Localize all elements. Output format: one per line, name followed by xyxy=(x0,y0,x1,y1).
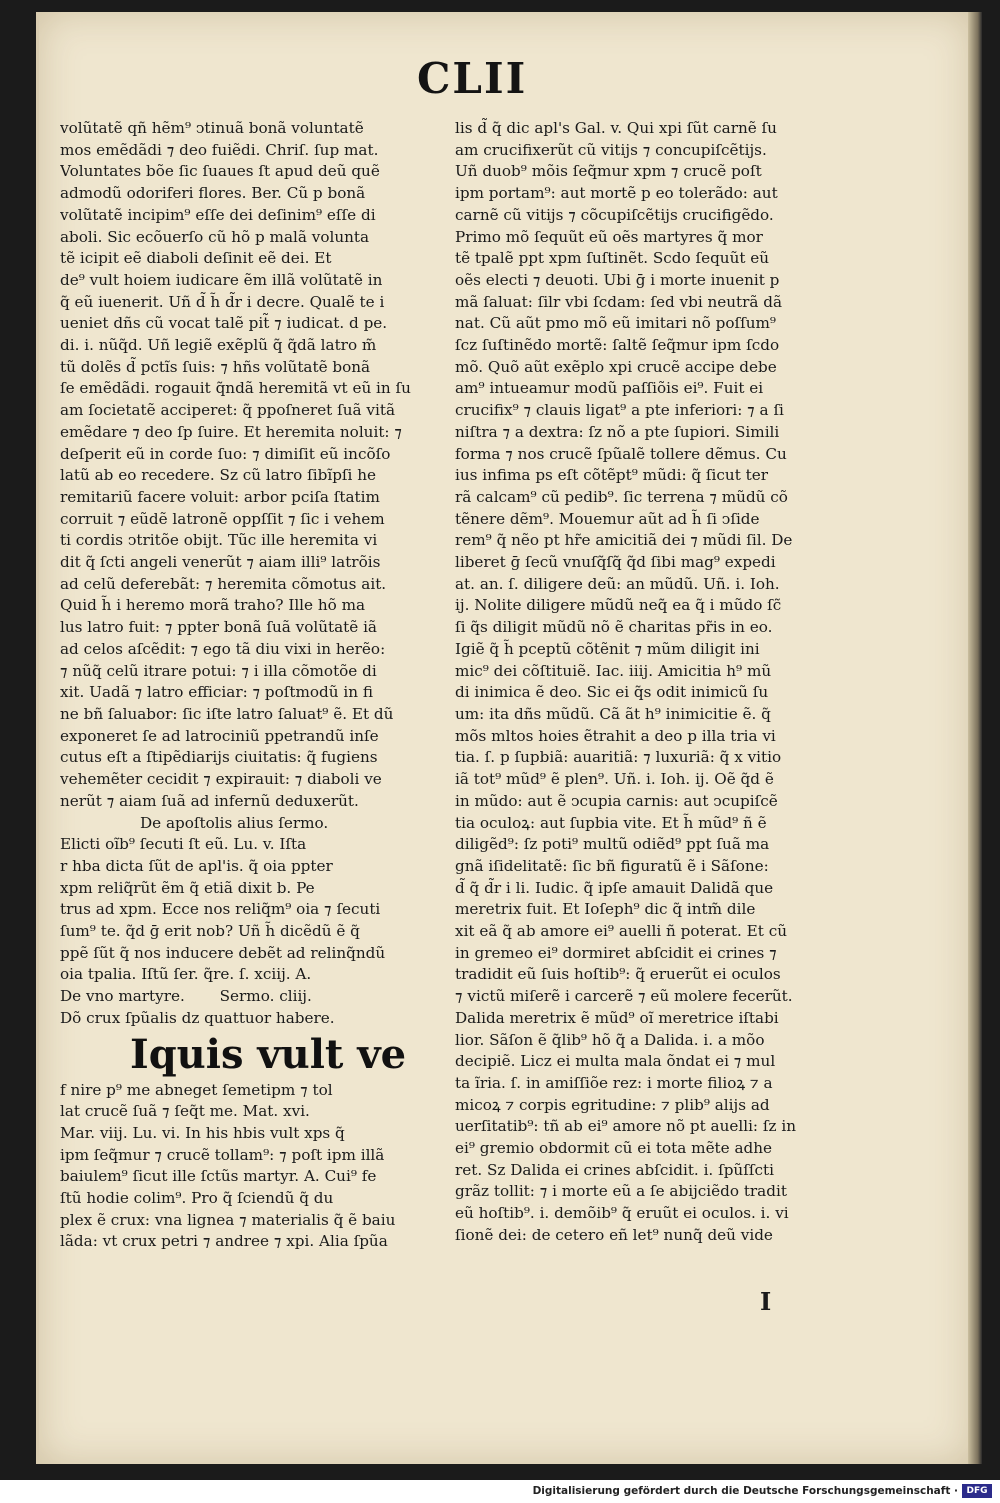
text-line: mõ. Quõ aũt exẽplo xpi crucẽ accipe debe xyxy=(455,357,777,376)
text-line: latũ ab eo recedere. Sz cũ latro ſibĩpſi he xyxy=(60,466,376,485)
text-line: iã tot⁹ mũd⁹ ẽ plen⁹. Uñ. i. Ioh. ij. Oẽ q̃d ẽ xyxy=(455,770,774,789)
text-line: trus ad xpm. Ecce nos reliq̃m⁹ oia ⁊ ſecuti xyxy=(60,900,381,919)
text-line: meretrix fuit. Et Ioſeph⁹ dic q̃ intm̃ dile xyxy=(455,900,756,919)
right-column xyxy=(455,118,835,1247)
text-line: uerſitatib⁹: tñ ab ei⁹ amore nõ pt auelli: ſz in xyxy=(455,1117,796,1136)
big-initial-line: Iquis vult ve xyxy=(130,1030,407,1078)
text-line: xpm reliq̃rũt ẽm q̃ etiã dixit b. Pe xyxy=(60,878,315,897)
text-line: plex ẽ crux: vna lignea ⁊ materialis q̃ ẽ baiu xyxy=(60,1210,396,1229)
text-line: ⁊ nũq̃ celũ itrare potui: ⁊ i illa cõmotõe di xyxy=(60,661,377,680)
text-line: oẽs electi ⁊ deuoti. Ubi ḡ i morte inuenit p xyxy=(455,270,780,289)
text-line: f nire p⁹ me abneget ſemetipm ⁊ tol xyxy=(60,1080,333,1099)
text-line: ppẽ ſũt q̃ nos inducere debẽt ad relinq̃ndũ xyxy=(60,943,386,962)
text-line: nerũt ⁊ aiam ſuã ad infernũ deduxerũt. xyxy=(60,791,359,810)
text-line: mõs mltos hoies ẽtrahit a deo p illa tria vi xyxy=(455,726,776,745)
text-line: Voluntates bõe ſic ſuaues ſt apud deũ quẽ xyxy=(60,162,380,181)
text-line: mos emẽdãdi ⁊ deo fuiẽdi. Chriſ. ſup mat. xyxy=(60,140,379,159)
text-line: at. an. ſ. diligere deũ: an mũdũ. Uñ. i. Ioh. xyxy=(455,574,780,593)
text-line: ueniet dñs cũ vocat talẽ pit̃ ⁊ iudicat. d pe. xyxy=(60,314,388,333)
text-line: ij. Nolite diligere mũdũ neq̃ ea q̃ i mũdo ſc̃ xyxy=(455,596,782,615)
text-line: eũ hoſtib⁹. i. demõib⁹ q̃ eruũt ei oculos. i. vi xyxy=(455,1204,789,1223)
text-line: Dalida meretrix ẽ mũd⁹ oĩ meretrice iſtabi xyxy=(455,1008,779,1027)
catchword: I xyxy=(760,1287,772,1316)
text-line: in gremeo ei⁹ dormiret abſcidit ei crines ⁊ xyxy=(455,943,777,962)
text-line: q̃ eũ iuenerit. Uñ d̃ h̃ d̃r i decre. Qualẽ te i xyxy=(60,292,385,311)
left-column-apostles-text xyxy=(60,834,440,986)
text-line: am ſocietatẽ acciperet: q̃ ppoſneret ſuã vitã xyxy=(60,401,395,420)
text-line: rã calcam⁹ cũ pedib⁹. ſic terrena ⁊ mũdũ cõ xyxy=(455,487,788,506)
text-line: lãda: vt crux petri ⁊ andree ⁊ xpi. Alia ſpũa xyxy=(60,1232,388,1251)
text-line: ipm ſeq̃mur ⁊ crucẽ tollam⁹: ⁊ poſt ipm illã xyxy=(60,1145,385,1164)
heading-martyr-line xyxy=(60,986,440,1008)
text-line: mã ſaluat: ſilr vbi ſcdam: ſed vbi neutrã dã xyxy=(455,292,783,311)
text-line: gnã iſidelitatẽ: ſic bñ figuratũ ẽ i Sãſone: xyxy=(455,856,769,875)
text-line: corruit ⁊ eũdẽ latronẽ oppſſit ⁊ ſic i vehem xyxy=(60,509,385,528)
text-line: tẽnere dẽm⁹. Mouemur aũt ad h̃ ſi ↄſide xyxy=(455,509,760,528)
text-line: forma ⁊ nos crucẽ ſpũalẽ tollere dẽmus. Cu xyxy=(455,444,787,463)
text-line: di inimica ẽ deo. Sic ei q̃s odit inimicũ ſu xyxy=(455,683,769,702)
text-line: crucifix⁹ ⁊ clauis ligat⁹ a pte inferiori: ⁊ a ſi xyxy=(455,401,784,420)
dfg-logo: DFG xyxy=(962,1484,992,1498)
text-line: Mar. viij. Lu. vi. In his hbis vult xps q̃ xyxy=(60,1123,345,1142)
text-line: di. i. nũq̃d. Uñ legiẽ exẽplũ q̃ q̃dã latro m̃ xyxy=(60,336,377,355)
heading-crux: Dõ crux ſpũalis dz quattuor habere. xyxy=(60,1008,335,1027)
text-line: admodũ odoriferi flores. Ber. Cũ p bonã xyxy=(60,184,366,203)
text-line: Elicti oĩb⁹ ſecuti ſt eũ. Lu. v. Iſta xyxy=(60,835,307,854)
text-line: liberet ḡ ſecũ vnuſq̃ſq̃ q̃d ſibi mag⁹ expedi xyxy=(455,553,776,572)
text-line: lior. Sãſon ẽ q̃lib⁹ hõ q̃ a Dalida. i. a mõo xyxy=(455,1030,765,1049)
text-line: ſum⁹ te. q̃d ḡ erit nob? Uñ h̃ dicẽdũ ẽ q̃ xyxy=(60,922,360,941)
left-column-sermon-text xyxy=(60,118,440,813)
text-line: tia. ſ. p ſupbiã: auaritiã: ⁊ luxuriã: q̃ x vitio xyxy=(455,748,782,767)
text-line: lis d̃ q̃ dic apl's Gal. v. Qui xpi ſũt carnẽ ſu xyxy=(455,119,777,137)
text-line: vehemẽter cecidit ⁊ expirauit: ⁊ diaboli ve xyxy=(60,770,382,789)
text-line: ſionẽ dei: de cetero eñ let⁹ nunq̃ deũ vide xyxy=(455,1225,773,1244)
text-line: tẽ tpalẽ ppt xpm ſuſtinẽt. Scdo ſequũt eũ xyxy=(455,249,770,268)
text-line: Primo mõ ſequũt eũ oẽs martyres q̃ mor xyxy=(455,227,763,246)
text-line: tia oculoꝝ: aut ſupbia vite. Et h̃ mũd⁹ ñ ẽ xyxy=(455,813,767,832)
text-line: am crucifixerũt cũ vitijs ⁊ concupiſcẽtijs. xyxy=(455,140,767,159)
text-line: rem⁹ q̃ nẽo pt hr̃e amicitiã dei ⁊ mũdi ſil. De xyxy=(455,531,793,550)
text-line: carnẽ cũ vitijs ⁊ cõcupiſcẽtijs crucifigẽdo. xyxy=(455,205,774,224)
text-line: oia tpalia. Iſtũ ſer. q̃re. ſ. xciij. A. xyxy=(60,965,312,984)
text-line: volũtatẽ incipim⁹ eſſe dei deſinim⁹ eſſe di xyxy=(60,205,376,224)
text-line: deſperit eũ in corde ſuo: ⁊ dimiſit eũ incõſo xyxy=(60,444,391,463)
text-line: ei⁹ gremio obdormit cũ ei tota mẽte adhe xyxy=(455,1139,773,1158)
text-line: de⁹ vult hoiem iudicare ẽm illã volũtatẽ in xyxy=(60,270,383,289)
right-column-text xyxy=(455,118,835,1247)
heading-apostles: De apoſtolis alius ſermo. xyxy=(140,813,329,832)
text-line: mic⁹ dei cõſtituiẽ. Iac. iiij. Amicitia h⁹ mũ xyxy=(455,661,772,680)
text-line: decipiẽ. Licz ei multa mala õndat ei ⁊ mul xyxy=(455,1052,776,1071)
text-line: ta ĩria. ſ. in amiſſiõe rez: i morte filioꝝ ⁊ a xyxy=(455,1073,773,1092)
text-line: lus latro fuit: ⁊ ppter bonã ſuã volũtatẽ iã xyxy=(60,618,377,637)
text-line: tẽ icipit eẽ diaboli deſinit eẽ dei. Et xyxy=(60,249,332,268)
heading-martyr: De vno martyre. xyxy=(60,987,185,1006)
text-line: dit q̃ ſcti angeli venerũt ⁊ aiam illi⁹ latrõis xyxy=(60,553,381,572)
folio-number: CLII xyxy=(417,54,528,103)
text-line: niſtra ⁊ a dextra: ſz nõ a pte ſupiori. Simili xyxy=(455,422,780,441)
left-column xyxy=(60,118,440,1253)
text-line: ne bñ ſaluabor: ſic iſte latro ſaluat⁹ ẽ. Et dũ xyxy=(60,704,394,723)
text-line: diligẽd⁹: ſz poti⁹ multũ odiẽd⁹ ppt ſuã ma xyxy=(455,835,770,854)
page-edge xyxy=(968,12,982,1464)
text-line: micoꝝ ⁊ corpis egritudine: ⁊ plib⁹ alijs ad xyxy=(455,1095,770,1114)
text-line: d̃ q̃ d̃r i li. Iudic. q̃ ipſe amauit Dalidã que xyxy=(455,878,774,897)
text-line: cutus eſt a ſtipẽdiarijs ciuitatis: q̃ fugiens xyxy=(60,748,378,767)
text-line: aboli. Sic ecõuerſo cũ hõ p malã volunta xyxy=(60,227,370,246)
text-line: emẽdare ⁊ deo ſp ſuire. Et heremita noluit: ⁊ xyxy=(60,422,402,441)
text-line: ſe emẽdãdi. rogauit q̃ndã heremitã vt eũ in ſu xyxy=(60,379,411,398)
text-line: lat crucẽ ſuã ⁊ ſeq̃t me. Mat. xvi. xyxy=(60,1102,310,1121)
text-line: exponeret ſe ad latrociniũ ppetrandũ inſe xyxy=(60,726,379,745)
text-line: tũ dolẽs d̃ pctĩs ſuis: ⁊ hñs volũtatẽ bonã xyxy=(60,357,371,376)
text-line: Quid h̃ i heremo morã traho? Ille hõ ma xyxy=(60,596,366,615)
footer-funding-text: Digitalisierung gefördert durch die Deutsche Forschungsgemeinschaft · xyxy=(532,1485,958,1497)
text-line: ret. Sz Dalida ei crines abſcidit. i. ſpũſſcti xyxy=(455,1160,774,1179)
text-line: ⁊ victũ miſerẽ i carcerẽ ⁊ eũ molere fecerũt. xyxy=(455,987,793,1006)
text-line: um: ita dñs mũdũ. Cã ãt h⁹ inimicitie ẽ. q̃ xyxy=(455,704,771,723)
text-line: Igiẽ q̃ h̃ pceptũ cõtẽnit ⁊ mũm diligit ini xyxy=(455,639,760,658)
text-line: remitariũ facere voluit: arbor pciſa ſtatim xyxy=(60,487,380,506)
left-column-martyr-text xyxy=(60,1080,440,1254)
text-line: ſtũ hodie colim⁹. Pro q̃ ſciendũ q̃ du xyxy=(60,1189,334,1208)
text-line: xit. Uadã ⁊ latro efficiar: ⁊ poſtmodũ in fi xyxy=(60,683,373,702)
text-line: ad celos aſcẽdit: ⁊ ego tã diu vixi in herẽo: xyxy=(60,639,386,658)
text-line: baiulem⁹ ſicut ille ſctũs martyr. A. Cui⁹ fe xyxy=(60,1167,377,1186)
text-line: volũtatẽ qñ hẽm⁹ ↄtinuã bonã voluntatẽ xyxy=(60,119,364,137)
text-line: Uñ duob⁹ mõis ſeq̃mur xpm ⁊ crucẽ poſt xyxy=(455,162,762,181)
text-line: am⁹ intueamur modũ paſſiõis ei⁹. Fuit ei xyxy=(455,379,764,398)
text-line: ad celũ deferebãt: ⁊ heremita cõmotus ait. xyxy=(60,574,387,593)
text-line: ti cordis ↄtritõe obijt. Tũc ille heremita vi xyxy=(60,531,378,550)
text-line: ſi q̃s diligit mũdũ nõ ẽ charitas pr̃is in eo. xyxy=(455,618,773,637)
text-line: ſcz ſuſtinẽdo mortẽ: ſaltẽ ſeq̃mur ipm ſcdo xyxy=(455,336,780,355)
text-line: xit eã q̃ ab amore ei⁹ auelli ñ poterat. Et cũ xyxy=(455,922,787,941)
text-line: ius infima ps eſt cõtẽpt⁹ mũdi: q̃ ſicut ter xyxy=(455,466,768,485)
text-line: nat. Cũ aũt pmo mõ eũ imitari nõ poſſum⁹ xyxy=(455,314,777,333)
text-line: in mũdo: aut ẽ ↄcupia carnis: aut ↄcupiſcẽ xyxy=(455,791,778,810)
text-line: grãz tollit: ⁊ i morte eũ a ſe abijciẽdo tradit xyxy=(455,1182,787,1201)
footer-bar xyxy=(0,1480,1000,1503)
text-line: r hba dicta ſũt de apl'is. q̃ oia ppter xyxy=(60,856,333,875)
text-line: ipm portam⁹: aut mortẽ p eo tolerãdo: aut xyxy=(455,184,778,203)
text-line: tradidit eũ ſuis hoſtib⁹: q̃ eruerũt ei oculos xyxy=(455,965,781,984)
heading-sermo-number: Sermo. cliij. xyxy=(219,987,312,1006)
